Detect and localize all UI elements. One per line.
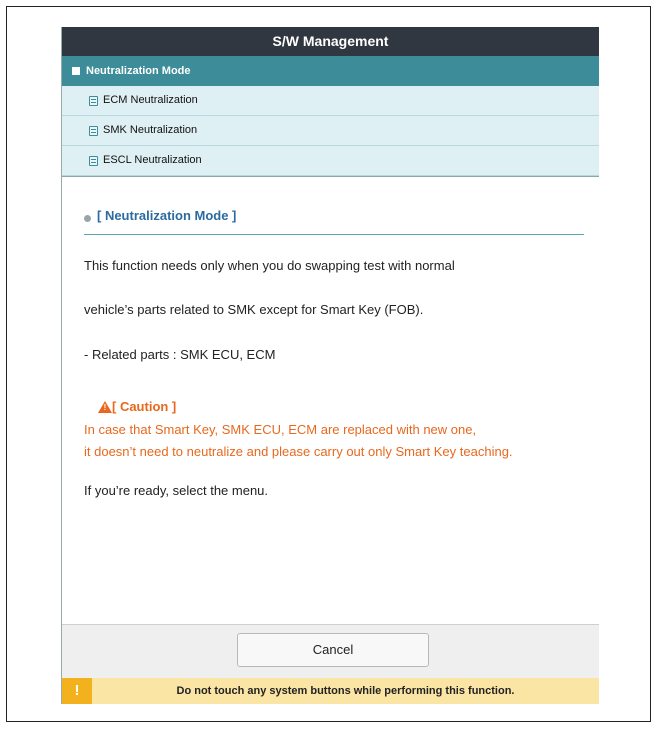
menu-header-label: Neutralization Mode <box>86 65 191 77</box>
window-title: S/W Management <box>62 27 599 56</box>
description-line-2: vehicle’s parts related to SMK except for Smart Key (FOB). <box>84 302 424 317</box>
bullet-dot-icon <box>84 215 91 222</box>
related-parts-text: - Related parts : SMK ECU, ECM <box>84 347 276 362</box>
menu-header-neutralization-mode <box>62 56 599 86</box>
cancel-button[interactable]: Cancel <box>237 633 429 667</box>
document-icon <box>89 126 98 136</box>
caution-title: [ Caution ] <box>112 399 177 414</box>
document-icon <box>89 156 98 166</box>
menu-item-label: SMK Neutralization <box>103 124 198 136</box>
notice-bar <box>62 678 599 704</box>
notice-text: Do not touch any system buttons while performing this function. <box>176 685 515 697</box>
section-title: [ Neutralization Mode ] <box>97 208 237 223</box>
warning-triangle-mark: ! <box>103 403 107 412</box>
menu-item-smk-neutralization[interactable] <box>62 116 599 146</box>
caution-line-1: In case that Smart Key, SMK ECU, ECM are replaced with new one, <box>84 422 477 437</box>
menu-divider <box>62 176 599 177</box>
exclamation-icon: ! <box>62 678 92 704</box>
caution-line-2: it doesn’t need to neutralize and please carry out only Smart Key teaching. <box>84 444 513 459</box>
ready-instruction: If you’re ready, select the menu. <box>84 483 269 498</box>
menu-item-ecm-neutralization[interactable] <box>62 86 599 116</box>
sw-management-window <box>61 27 598 704</box>
document-icon <box>89 96 98 106</box>
menu-item-escl-neutralization[interactable] <box>62 146 599 176</box>
menu-item-label: ESCL Neutralization <box>103 154 202 166</box>
square-bullet-icon <box>72 67 80 75</box>
section-header <box>84 204 584 235</box>
description-line-1: This function needs only when you do swapping test with normal <box>84 258 455 273</box>
section-neutralization-mode <box>84 204 584 235</box>
menu-item-label: ECM Neutralization <box>103 94 198 106</box>
footer-bar <box>62 624 599 678</box>
